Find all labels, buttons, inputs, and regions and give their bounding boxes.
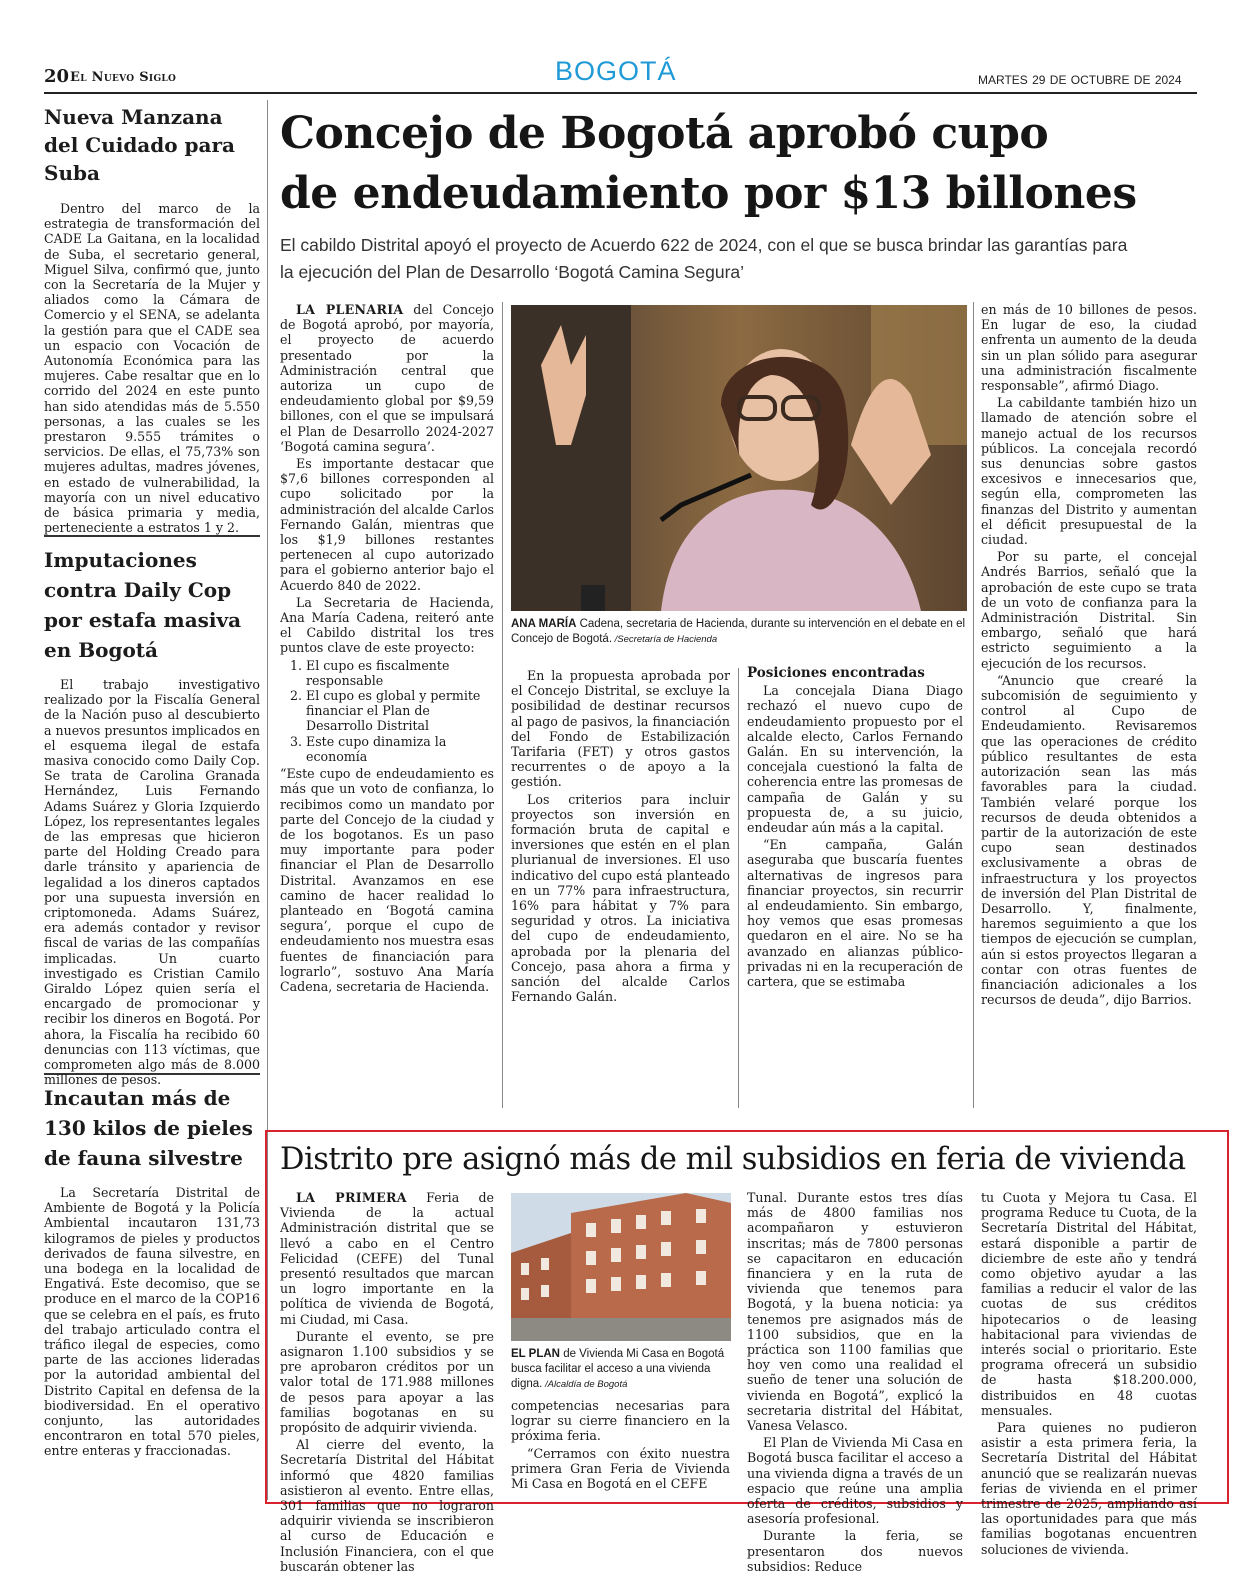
section-title: BOGOTÁ <box>555 56 677 86</box>
housing-paragraph: tu Cuota y Mejora tu Casa. El programa Reduce tu Cuota, de la Secretaría Distrital del Hábitat, estará disponible a partir de diciembre de este año y tendrá como objetivo ayudar a las familias a reducir el valor de las cuotas de sus créditos hipotecarios o de leasing habitacional para viviendas de interés social o prioritario. Este programa ofrecerá un subsidio de hasta $18.200.000, distribuidos en 48 cuotas mensuales. <box>981 1190 1197 1418</box>
main-paragraph: “Anuncio que crearé la subcomisión de seguimiento y control al Cupo de Endeudamiento. Revisaremos que las operaciones de crédito público resultantes de esta autorización sean las más favorables para la ciudad. También velaré porque los recursos de deuda obtenidos a partir de la autorización de este cupo sean destinados exclusivamente a obras de infraestructura y los proyectos de inversión del Plan Distrital de Desarrollo. Y, finalmente, haremos seguimiento a que los tiempos de ejecución se cumplan, aún si estos proyectos llegaran a contar con otras fuentes de financiación adicionales a los recursos de deuda”, dijo Barrios. <box>981 672 1197 1008</box>
sidebar-story-title: Incautan más de 130 kilos de pieles de fauna silvestre <box>44 1086 253 1170</box>
housing-photo <box>511 1193 731 1341</box>
housing-paragraph-text: Feria de Vivienda de la actual Administración distrital que se llevó a cabo en el Centro Felicidad (CEFE) del Tunal presentó resultados que marcan un logro importante en la política de vivienda de Bogotá, mi Ciudad, mi Casa. <box>280 1190 494 1327</box>
housing-buildings-photo <box>511 1193 731 1341</box>
main-headline-line: de endeudamiento por $13 billones <box>280 168 1137 219</box>
photo-credit: /Secretaría de Hacienda <box>612 634 718 645</box>
housing-paragraph: Al cierre del evento, la Secretaría Distrital del Hábitat informó que 4820 familias asistieron al evento. Entre ellas, 301 familias que no lograron adquirir vivienda se inscribieron al curso de Educación e Inclusión Financiera, con el que buscarán obtener las <box>280 1437 494 1574</box>
sidebar-story <box>44 1083 260 1459</box>
main-subhead: Posiciones encontradas <box>747 665 925 681</box>
housing-column-2 <box>511 1398 730 1493</box>
main-lead-in: LA PLENARIA <box>296 302 404 317</box>
main-paragraph: “En campaña, Galán aseguraba que buscaría fuentes alternativas de ingresos para financiar proyectos, sin recurrir al endeudamiento. Sin embargo, hoy vemos que esas promesas quedaron en el aire. No se ha avanzado en alianzas público-privadas ni en la recuperación de cartera, que se estimaba <box>747 837 963 990</box>
housing-paragraph: Durante la feria, se presentaron dos nuevos subsidios: Reduce <box>747 1528 963 1574</box>
main-column-rule <box>502 302 503 1108</box>
sidebar-story-text: El trabajo investigativo realizado por la Fiscalía General de la Nación puso al descubierto a nuevos presuntos implicados en el esquema ilegal de estafa masiva conocido como Daily Cop. Se trata de Carolina Granada Hernández, Luis Fernando Adams Suárez y Gloria Izquierdo López, los representantes legales de las empresas que hicieron parte del Holding Creado para darle tránsito y apariencia de legalidad a los dineros captados por una supuesta inversión en criptomoneda. Adams Suárez, era además contador y revisor fiscal de varias de las compañías implicadas. Un cuarto investigado es Cristian Camilo Giraldo López quien sería el encargado de promocionar y recibir los dineros en Bogotá. Por ahora, la Fiscalía ha recibido 60 denuncias con 113 víctimas, que comprometen algo más de 8.000 millones de pesos. <box>44 677 261 1088</box>
hacienda-secretary-photo <box>511 305 967 611</box>
sidebar-story-body <box>44 201 260 535</box>
main-paragraph: en más de 10 billones de pesos. En lugar de eso, la ciudad enfrenta un aumento de la deuda sin un plan sólido para asegurar una administración fiscalmente responsable”, afirmó Diago. <box>981 302 1197 394</box>
sidebar <box>44 100 260 1461</box>
housing-paragraph <box>280 1190 494 1327</box>
main-column-1 <box>280 302 494 996</box>
housing-paragraph: Durante el evento, se pre asignaron 1.100 subsidios y se pre aprobaron créditos por un valor total de 171.988 millones de pesos para apoyar a las familias bogotanas en su propósito de adquirir vivienda. <box>280 1328 494 1436</box>
key-point: 2. El cupo es global y permite financiar el Plan de Desarrollo Distrital <box>306 688 494 734</box>
main-photo-caption <box>511 617 967 647</box>
sidebar-story-title: Nueva Manzana del Cuidado para Suba <box>44 105 235 185</box>
main-column-rule <box>738 668 739 1108</box>
main-headline <box>280 104 1200 224</box>
main-headline-line: Concejo de Bogotá aprobó cupo <box>280 108 1049 159</box>
key-points-list <box>280 658 494 764</box>
housing-paragraph: competencias necesarias para lograr su cierre financiero en la próxima feria. <box>511 1398 730 1444</box>
main-paragraph: Es importante destacar que $7,6 billones corresponden al cupo solicitado por la administración del alcalde Carlos Fernando Galán, mientras que los $1,9 billones restantes pertenecen al cupo autorizado para el gobierno anterior bajo el Acuerdo 840 de 2022. <box>280 456 494 593</box>
sidebar-story <box>44 545 261 1088</box>
sidebar-story-title: Imputaciones contra Daily Cop por estafa masiva en Bogotá <box>44 548 242 662</box>
housing-column-1 <box>280 1190 494 1576</box>
sidebar-story-text: Dentro del marco de la estrategia de transformación del CADE La Gaitana, en la localidad de Suba, el secretario general, Miguel Silva, confirmó que, junto con la Secretaría de la Mujer y aliados como la Cámara de Comercio y el SENA, se adelanta la gestión para que el CADE sea un espacio con Vocación de Autonomía Económica para las mujeres. Cabe resaltar que en lo corrido del 2024 en este punto han sido atendidas más de 5.550 personas, a las cuales se les prestaron 9.555 trámites o servicios. De ellas, el 75,73% son mujeres adultas, madres jóvenes, en estado de vulnerabilidad, la mayoría con un nivel educativo de básica primaria y media, perteneciente a estratos 1 y 2. <box>44 201 260 536</box>
housing-paragraph: Para quienes no pudieron asistir a esta primera feria, la Secretaría Distrital del Hábitat anunció que se realizarán nuevas ferias de vivienda en el primer trimestre de 2025, ampliando así las oportunidades para que más familias bogotanas encuentren soluciones de vivienda. <box>981 1420 1197 1557</box>
photo-credit: /Alcaldía de Bogotá <box>542 1379 628 1390</box>
main-paragraph: “Este cupo de endeudamiento es más que un voto de confianza, lo recibimos como un mandato por parte del Concejo de la ciudad y de los bogotanos. Es un paso muy importante para poder financiar el Plan de Desarrollo Distrital. Avanzamos en ese camino de hacer realidad lo planteado en ‘Bogotá camina segura’, porque el cupo de endeudamiento nos muestra esas fuentes de financiación para lograrlo”, sostuvo Ana María Cadena, secretaria de Hacienda. <box>280 766 494 994</box>
housing-lead-in: LA PRIMERA <box>296 1190 407 1205</box>
housing-column-3 <box>747 1190 963 1576</box>
caption-lead-in: ANA MARÍA <box>511 618 577 630</box>
key-point: 3. Este cupo dinamiza la economía <box>306 734 494 764</box>
key-point: 1. El cupo es fiscalmente responsable <box>306 658 494 688</box>
issue-date: MARTES 29 DE OCTUBRE DE 2024 <box>978 73 1182 87</box>
main-subheadline: El cabildo Distrital apoyó el proyecto de Acuerdo 622 de 2024, con el que se busca brindar las garantías para la ejecución del Plan de Desarrollo ‘Bogotá Camina Segura’ <box>280 235 1128 282</box>
main-paragraph-text: del Concejo de Bogotá aprobó, por mayoría, el proyecto de acuerdo presentado por la Administración central que autoriza un cupo de endeudamiento global por $9,59 billones, con el que se impulsará el Plan de Desarrollo 2024-2027 ‘Bogotá camina segura’. <box>280 302 494 454</box>
housing-headline: Distrito pre asignó más de mil subsidios en feria de vivienda <box>280 1142 1186 1177</box>
main-paragraph: Los criterios para incluir proyectos son inversión en formación bruta de capital e inversiones que estén en el plan plurianual de inversiones. El uso indicativo del cupo está planteado en un 77% para infraestructura, 16% para hábitat y 7% para seguridad y otros. La iniciativa del cupo de endeudamiento, aprobada por la plenaria del Concejo, pasa ahora a firma y sanción del alcalde Carlos Fernando Galán. <box>511 791 730 1005</box>
main-paragraph: La Secretaria de Hacienda, Ana María Cadena, reiteró ante el Cabildo distrital los tres puntos clave de este proyecto: <box>280 594 494 656</box>
sidebar-story-body <box>44 677 260 1087</box>
caption-lead-in: EL PLAN <box>511 1348 560 1360</box>
sidebar-story-body <box>44 1185 260 1459</box>
page-number: 20 <box>44 66 70 87</box>
caption-text: Cadena, secretaria de Hacienda, durante su intervención en el debate en el Concejo de Bogotá. <box>511 618 966 645</box>
sidebar-story <box>44 103 260 535</box>
main-column-2 <box>511 668 730 1006</box>
caption-text: de Vivienda Mi Casa en Bogotá busca facilitar el acceso a una vivienda digna. <box>511 1348 725 1390</box>
paper-name: El Nuevo Siglo <box>70 70 177 85</box>
main-paragraph: Por su parte, el concejal Andrés Barrios, señaló que la aprobación de este cupo se trata de un voto de confianza para la Administración Distrital. Sin embargo, señaló que hará estricto seguimiento a la ejecución de los recursos. <box>981 549 1197 671</box>
main-paragraph: La cabildante también hizo un llamado de atención sobre el manejo actual de los recursos públicos. La concejala recordó sus denuncias sobre gastos excesivos e innecesarios que, según ella, comprometen las finanzas del Distrito y aumentan el déficit presupuestal de la ciudad. <box>981 395 1197 548</box>
housing-paragraph: El Plan de Vivienda Mi Casa en Bogotá busca facilitar el acceso a una vivienda digna a través de un espacio que reúne una amplia oferta de créditos, subsidios y asesoría profesional. <box>747 1435 963 1527</box>
housing-column-4 <box>981 1190 1197 1559</box>
housing-photo-caption <box>511 1347 733 1392</box>
main-column-3 <box>747 666 963 991</box>
masthead-rule <box>44 92 1197 94</box>
main-paragraph: En la propuesta aprobada por el Concejo Distrital, se excluye la posibilidad de destinar recursos al pago de pasivos, la financiación del Fondo de Estabilización Tarifaria (FET) y otros gastos recurrentes o de apoyo a la gestión. <box>511 668 730 790</box>
main-column-rule <box>973 302 974 1108</box>
main-column-4 <box>981 302 1197 1009</box>
main-paragraph <box>280 302 494 454</box>
housing-paragraph: Tunal. Durante estos tres días más de 4800 familias nos acompañaron y estuvieron inscritas; más de 7800 personas se capacitaron en educación financiera y en la ruta de vivienda que tenemos para Bogotá, y la buena noticia: ya tenemos pre asignados más de 1100 subsidios, que en la práctica son 1100 familias que hoy ven como una realidad el sueño de tener una solución de vivienda en Bogotá”, explicó la secretaria distrital del Hábitat, Vanesa Velasco. <box>747 1190 963 1434</box>
main-paragraph: La concejala Diana Diago rechazó el nuevo cupo de endeudamiento propuesto por el alcalde electo, Carlos Fernando Galán. En su intervención, la concejala cuestionó la falta de coherencia entre las promesas de campaña de Galán y su propuesta de, a su juicio, endeudar aún más a la capital. <box>747 683 963 836</box>
main-photo <box>511 305 967 611</box>
sidebar-story-text: La Secretaría Distrital de Ambiente de Bogotá y la Policía Ambiental incautaron 131,73 kilogramos de pieles y productos derivados de fauna silvestre, en una bodega en la localidad de Engativá. Este decomiso, que se produce en el marco de la COP16 que se celebra en el país, es fruto del trabajo articulado contra el tráfico ilegal de especies, como parte de las acciones lideradas por la autoridad ambiental del Distrito Capital en defensa de la biodiversidad. En el operativo conjunto, las autoridades encontraron en total 570 pieles, entre enteras y fraccionadas. <box>44 1185 260 1459</box>
housing-paragraph: “Cerramos con éxito nuestra primera Gran Feria de Vivienda Mi Casa en Bogotá en el CEFE <box>511 1445 730 1492</box>
